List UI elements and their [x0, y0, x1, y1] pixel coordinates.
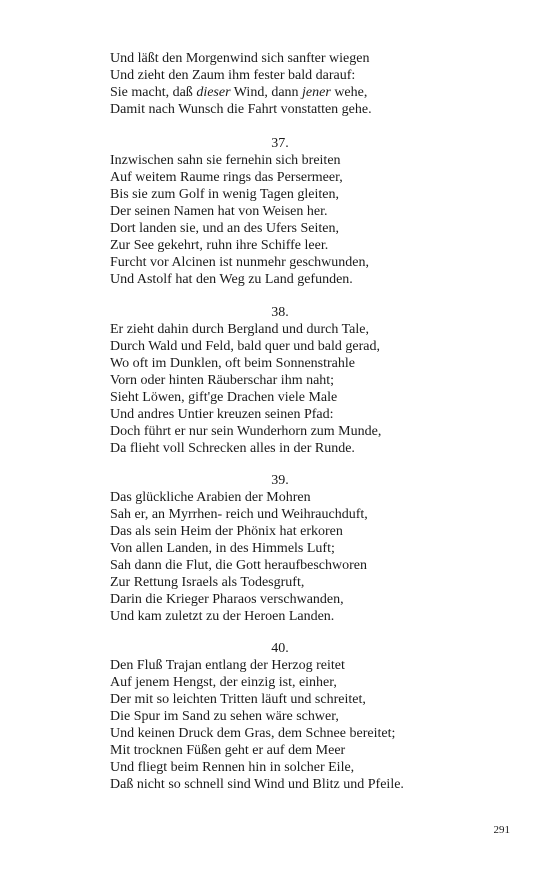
stanza-number: 39.	[271, 473, 289, 488]
verse-line: Darin die Krieger Pharaos verschwanden,	[110, 592, 344, 607]
stanza-39	[110, 472, 450, 625]
page-number: 291	[493, 824, 510, 836]
verse-line: Und zieht den Zaum ihm fester bald darauf:	[110, 68, 356, 83]
verse-line: Wo oft im Dunklen, oft beim Sonnenstrahle	[110, 356, 355, 371]
verse-line: Dort landen sie, und an des Ufers Seiten,	[110, 221, 339, 236]
verse-line: Er zieht dahin durch Bergland und durch Tale,	[110, 322, 369, 337]
verse-line: Sie macht, daß dieser Wind, dann jener wehe,	[110, 85, 368, 100]
verse-line: Die Spur im Sand zu sehen wäre schwer,	[110, 709, 339, 724]
verse-line: Da flieht voll Schrecken alles in der Runde.	[110, 441, 355, 456]
verse-line: Von allen Landen, in des Himmels Luft;	[110, 541, 335, 556]
verse-line: Mit trocknen Füßen geht er auf dem Meer	[110, 743, 346, 758]
verse-line: Inzwischen sahn sie fernehin sich breiten	[110, 153, 341, 168]
verse-line: Bis sie zum Golf in wenig Tagen gleiten,	[110, 187, 339, 202]
verse-line: Das glückliche Arabien der Mohren	[110, 490, 311, 505]
verse-line: Das als sein Heim der Phönix hat erkoren	[110, 524, 343, 539]
verse-line: Zur See gekehrt, ruhn ihre Schiffe leer.	[110, 238, 329, 253]
stanza-number: 37.	[271, 136, 289, 151]
verse-line: Der seinen Namen hat von Weisen her.	[110, 204, 328, 219]
verse-line: Und keinen Druck dem Gras, dem Schnee bereitet;	[110, 726, 396, 741]
stanza-37	[110, 135, 450, 288]
verse-line: Auf jenem Hengst, der einzig ist, einher,	[110, 675, 337, 690]
verse-line: Der mit so leichten Tritten läuft und schreitet,	[110, 692, 366, 707]
stanza-number: 38.	[271, 305, 289, 320]
verse-line: Und Astolf hat den Weg zu Land gefunden.	[110, 272, 353, 287]
stanza-40	[110, 640, 450, 793]
stanza-38	[110, 304, 450, 457]
verse-line: Auf weitem Raume rings das Persermeer,	[110, 170, 343, 185]
verse-line: Daß nicht so schnell sind Wind und Blitz und Pfeile.	[110, 777, 404, 792]
verse-line: Furcht vor Alcinen ist nunmehr geschwunden,	[110, 255, 369, 270]
verse-line: Doch führt er nur sein Wunderhorn zum Munde,	[110, 424, 382, 439]
verse-line: Den Fluß Trajan entlang der Herzog reitet	[110, 658, 345, 673]
stanza-number: 40.	[271, 641, 289, 656]
stanza-36-ending	[110, 50, 450, 118]
verse-line: Und läßt den Morgenwind sich sanfter wiegen	[110, 51, 370, 66]
verse-line: Vorn oder hinten Räuberschar ihm naht;	[110, 373, 335, 388]
verse-line: Zur Rettung Israels als Todesgruft,	[110, 575, 305, 590]
verse-line: Und fliegt beim Rennen hin in solcher Eile,	[110, 760, 355, 775]
verse-line: Damit nach Wunsch die Fahrt vonstatten gehe.	[110, 102, 372, 117]
verse-line: Und kam zuletzt zu der Heroen Landen.	[110, 609, 335, 624]
verse-line: Und andres Untier kreuzen seinen Pfad:	[110, 407, 334, 422]
verse-line: Sah er, an Myrrhen- reich und Weihrauchduft,	[110, 507, 368, 522]
verse-line: Sieht Löwen, gift'ge Drachen viele Male	[110, 390, 338, 405]
verse-line: Sah dann die Flut, die Gott heraufbeschworen	[110, 558, 367, 573]
verse-line: Durch Wald und Feld, bald quer und bald gerad,	[110, 339, 380, 354]
